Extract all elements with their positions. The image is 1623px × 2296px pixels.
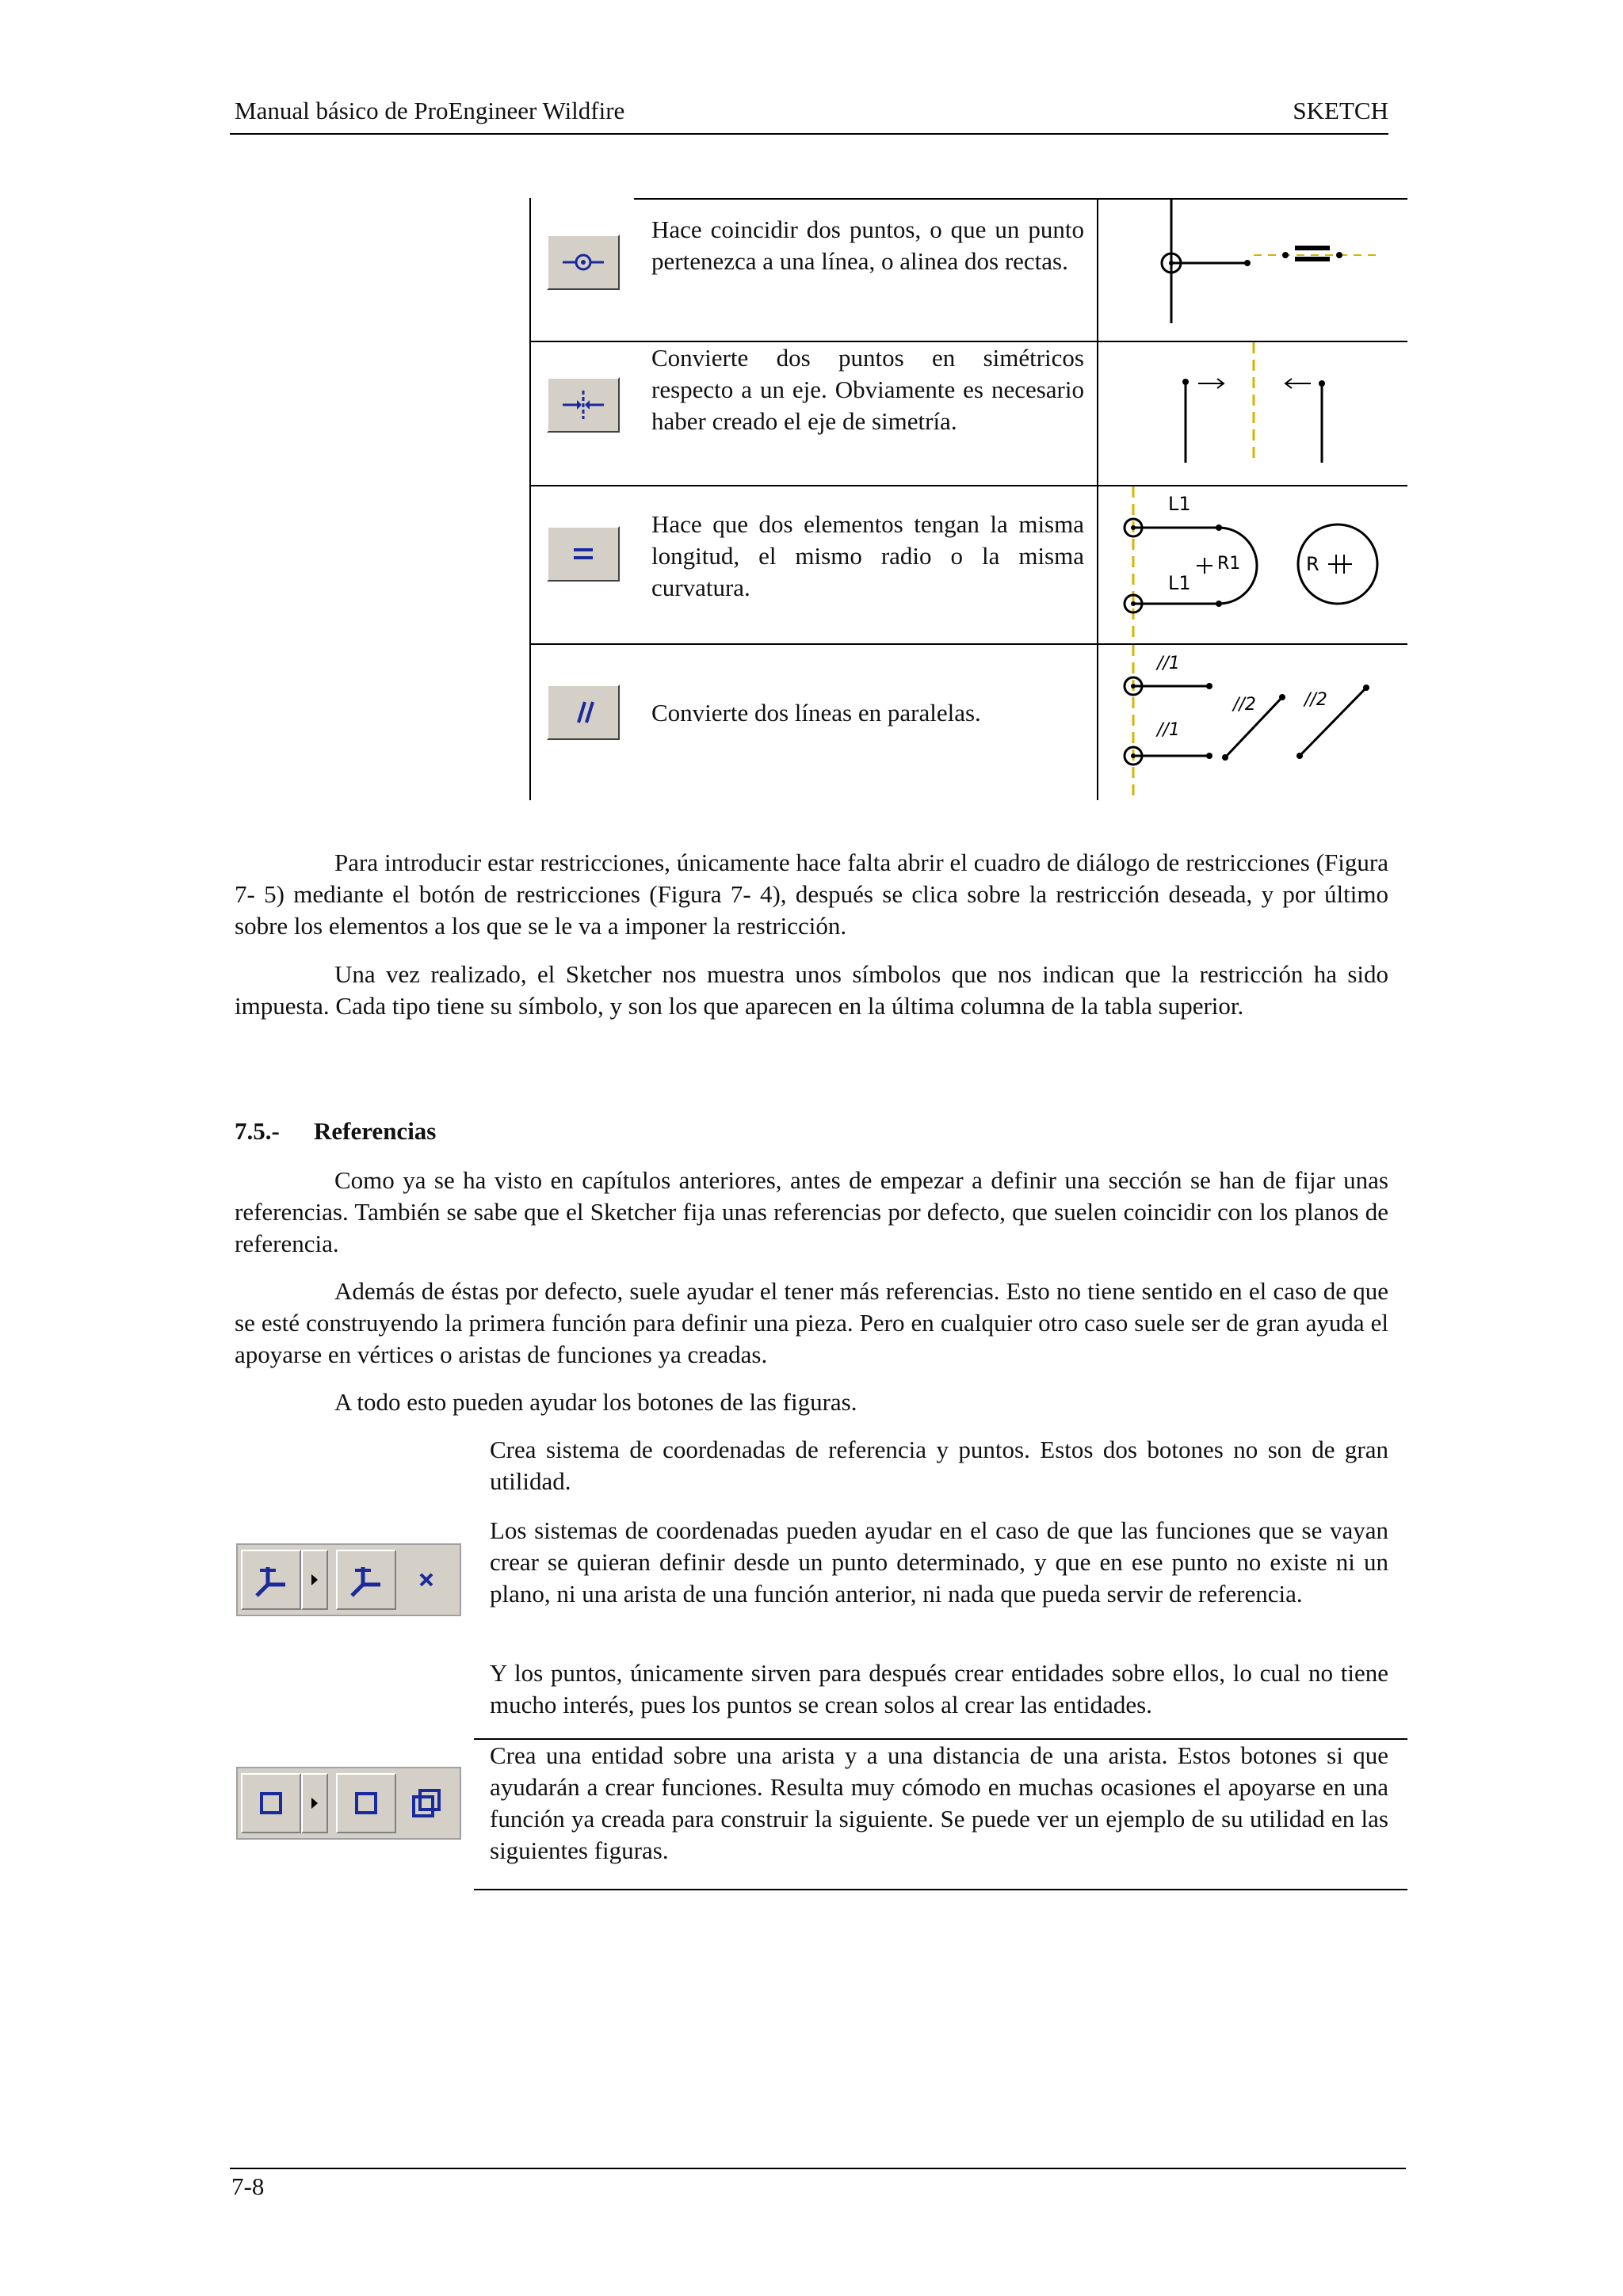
equal-label-R-circle: R: [1306, 553, 1319, 575]
parallel-icon: [567, 699, 599, 726]
equal-label-R1: R1: [1217, 554, 1241, 574]
header-chapter: SKETCH: [1293, 97, 1388, 124]
parallel-symbol: [1098, 645, 1407, 800]
coords-toolbar: [236, 1543, 461, 1616]
page-number: 7-8: [231, 2172, 265, 2200]
use-edge-icon: [255, 1787, 287, 1819]
section-title: Referencias: [314, 1117, 437, 1145]
coords-flyout-button[interactable]: [301, 1550, 328, 1610]
table-vline-left: [529, 198, 531, 800]
edges-text: Crea una entidad sobre una arista y a una distancia de una arista. Estos botones si que ayudarán a crear funciones. Resulta muy cómodo en muchas ocasiones el apoyarse en una función ya creada para construir la siguiente. Se puede ver un ejemplo de su utilidad en las siguientes figuras.: [490, 1741, 1388, 1864]
parallel-label-top: //1: [1157, 654, 1180, 673]
use-edge-button[interactable]: [241, 1773, 301, 1833]
symmetric-button[interactable]: [547, 377, 620, 433]
section-heading: [235, 1117, 436, 1146]
equal-button[interactable]: [547, 526, 620, 582]
coordinate-system-button[interactable]: [241, 1550, 301, 1610]
coords-text-3: Y los puntos, únicamente sirven para después crear entidades sobre ellos, lo cual no tiene mucho interés, pues los puntos se crean solos al crear las entidades.: [490, 1659, 1388, 1718]
section-number: 7.5.-: [235, 1117, 280, 1145]
coordinate-system-icon: [346, 1561, 387, 1599]
edges-flyout-button[interactable]: [301, 1773, 328, 1833]
paragraph-figures: A todo esto pueden ayudar los botones de las figuras.: [334, 1388, 857, 1416]
parallel-button[interactable]: [547, 685, 620, 740]
row-symmetric-text: Convierte dos puntos en simétricos respecto a un eje. Obviamente es necesario haber creado el eje de simetría.: [651, 344, 1084, 435]
equal-label-L1-bottom: L1: [1168, 572, 1191, 594]
paragraph-references-intro: Como ya se ha visto en capítulos anteriores, antes de empezar a definir una sección se han de fijar unas referencias. También se sabe que el Sketcher fija unas referencias por defecto, que suelen coincidir con los planos de referencia.: [235, 1166, 1388, 1257]
chevron-right-icon: [309, 1572, 320, 1588]
edges-toolbar: [236, 1767, 461, 1840]
row-equal-text: Hace que dos elementos tengan la misma longitud, el mismo radio o la misma curvatura.: [651, 510, 1084, 601]
equal-symbol: [1098, 486, 1407, 643]
parallel-label-2a: //2: [1233, 695, 1256, 715]
reference-bottom-rule: [474, 1889, 1407, 1890]
equal-icon: [567, 542, 599, 566]
chevron-right-icon: [309, 1795, 320, 1811]
coordinate-system-button-2[interactable]: [336, 1550, 396, 1610]
symmetric-icon: [559, 389, 607, 421]
symmetric-symbol: [1098, 342, 1407, 485]
parallel-label-2b: //2: [1304, 690, 1327, 710]
coincident-button[interactable]: [547, 235, 620, 290]
point-button[interactable]: [396, 1550, 456, 1610]
paragraph-symbols: Una vez realizado, el Sketcher nos muestra unos símbolos que nos indican que la restricción ha sido impuesta. Cada tipo tiene su símbolo, y son los que aparecen en la última columna de la tabla superior.: [235, 960, 1388, 1020]
row-coincident-text: Hace coincidir dos puntos, o que un punto pertenezca a una línea, o alinea dos rectas.: [651, 215, 1084, 275]
constraints-table: [0, 0, 1623, 808]
offset-edge-icon: [409, 1786, 444, 1821]
coincident-icon: [559, 250, 607, 274]
paragraph-references-more: Además de éstas por defecto, suele ayudar el tener más referencias. Esto no tiene sentido en el caso de que se esté construyendo la primera función para definir una pieza. Pero en cualquier otro caso suele ser de gran ayuda el apoyarse en vértices o aristas de funciones ya creadas.: [235, 1277, 1388, 1368]
footer-rule: [230, 2168, 1406, 2169]
offset-edge-button[interactable]: [396, 1773, 456, 1833]
coords-text-2: Los sistemas de coordenadas pueden ayudar en el caso de que las funciones que se vayan crear se quieran definir desde un punto determinado, y que en ese punto no existe ni un plano, ni una arista de una función anterior, ni nada que pueda servir de referencia.: [490, 1516, 1388, 1608]
use-edge-icon: [350, 1787, 382, 1819]
use-edge-button-2[interactable]: [336, 1773, 396, 1833]
paragraph-restrictions: Para introducir estar restricciones, únicamente hace falta abrir el cuadro de diálogo de restricciones (Figura 7- 5) mediante el botón de restricciones (Figura 7- 4), después se clica sobre la restricción deseada, y por último sobre los elementos a los que se le va a imponer la restricción.: [235, 849, 1388, 940]
coincident-symbol: [1098, 200, 1407, 341]
header-title: Manual básico de ProEngineer Wildfire: [235, 97, 625, 124]
point-icon: [414, 1568, 438, 1592]
row-parallel-text: Convierte dos líneas en paralelas.: [651, 699, 981, 727]
coordinate-system-icon: [250, 1561, 292, 1599]
parallel-label-bottom: //1: [1157, 720, 1180, 740]
coords-text-1: Crea sistema de coordenadas de referencia y puntos. Estos dos botones no son de gran utilidad.: [490, 1436, 1388, 1495]
equal-label-L1-top: L1: [1168, 493, 1191, 515]
